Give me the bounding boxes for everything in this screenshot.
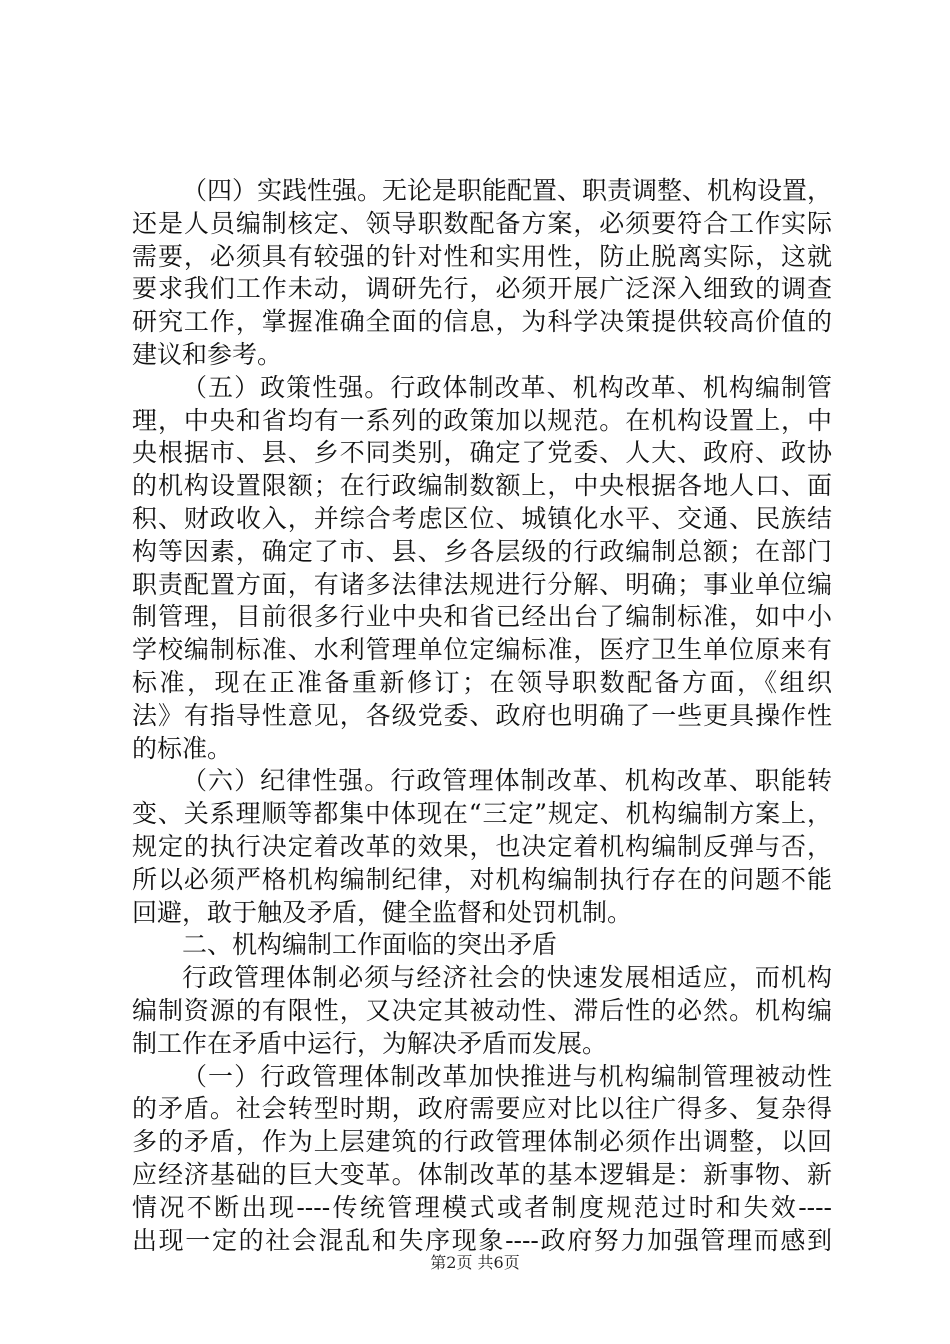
text-line: （一）行政管理体制改革加快推进与机构编制管理被动性 <box>182 1061 832 1091</box>
text-line: 需要，必须具有较强的针对性和实用性，防止脱离实际，这就 <box>132 241 832 271</box>
text-line: 所以必须严格机构编制纪律，对机构编制执行存在的问题不能 <box>132 864 832 894</box>
paragraph-intro-contradictions <box>132 962 832 1060</box>
text-line: 制工作在矛盾中运行，为解决矛盾而发展。 <box>132 1028 608 1058</box>
text-line: （四）实践性强。无论是职能配置、职责调整、机构设置， <box>182 176 833 205</box>
text-line: 学校编制标准、水利管理单位定编标准，医疗卫生单位原来有 <box>132 635 832 665</box>
page-footer: 第2页 共6页 <box>430 1253 520 1272</box>
text-line: 还是人员编制核定、领导职数配备方案，必须要符合工作实际 <box>132 208 832 238</box>
text-line: 积、财政收入，并综合考虑区位、城镇化水平、交通、民族结 <box>132 503 832 533</box>
text-line: 的矛盾。社会转型时期，政府需要应对比以往广得多、复杂得 <box>132 1094 832 1124</box>
text-line: 理，中央和省均有一系列的政策加以规范。在机构设置上，中 <box>132 405 832 435</box>
text-line: 要求我们工作未动，调研先行，必须开展广泛深入细致的调查 <box>132 274 832 304</box>
text-line: （五）政策性强。行政体制改革、机构改革、机构编制管 <box>182 372 832 402</box>
text-line: 法》有指导性意见，各级党委、政府也明确了一些更具操作性 <box>132 700 832 730</box>
paragraph-practicality <box>132 175 832 372</box>
text-line: 建议和参考。 <box>132 339 283 369</box>
text-line: 多的矛盾，作为上层建筑的行政管理体制必须作出调整，以回 <box>132 1127 832 1157</box>
document-body <box>132 175 832 1257</box>
paragraph-discipline <box>132 765 832 929</box>
section-heading-contradictions <box>132 929 832 962</box>
text-line: 标准，现在正准备重新修订；在领导职数配备方面，《组织 <box>132 667 832 697</box>
text-line: 回避，敢于触及矛盾，健全监督和处罚机制。 <box>132 897 633 927</box>
paragraph-policy <box>132 372 832 766</box>
paragraph-contradiction-one <box>132 1061 832 1258</box>
text-line: 职责配置方面，有诸多法律法规进行分解、明确；事业单位编 <box>132 569 832 599</box>
text-line: 研究工作，掌握准确全面的信息，为科学决策提供较高价值的 <box>132 307 832 337</box>
text-line: 行政管理体制必须与经济社会的快速发展相适应，而机构 <box>182 963 832 993</box>
text-line: 的机构设置限额；在行政编制数额上，中央根据各地人口、面 <box>132 471 832 501</box>
text-line: 变、关系理顺等都集中体现在“三定”规定、机构编制方案上， <box>132 799 832 829</box>
text-line: 规定的执行决定着改革的效果，也决定着机构编制反弹与否， <box>132 831 832 861</box>
text-line: 出现一定的社会混乱和失序现象----政府努力加强管理而感到 <box>132 1225 832 1255</box>
text-line: 制管理，目前很多行业中央和省已经出台了编制标准，如中小 <box>132 602 832 632</box>
text-line: （六）纪律性强。行政管理体制改革、机构改革、职能转 <box>182 766 832 796</box>
text-line: 的标准。 <box>132 733 233 763</box>
text-line: 央根据市、县、乡不同类别，确定了党委、人大、政府、政协 <box>132 438 832 468</box>
text-line: 情况不断出现----传统管理模式或者制度规范过时和失效---- <box>132 1192 832 1222</box>
text-line: 构等因素，确定了市、县、乡各层级的行政编制总额；在部门 <box>132 536 832 566</box>
text-line: 应经济基础的巨大变革。体制改革的基本逻辑是：新事物、新 <box>132 1159 832 1189</box>
text-line: 二、机构编制工作面临的突出矛盾 <box>182 930 558 960</box>
text-line: 编制资源的有限性，又决定其被动性、滞后性的必然。机构编 <box>132 995 832 1025</box>
